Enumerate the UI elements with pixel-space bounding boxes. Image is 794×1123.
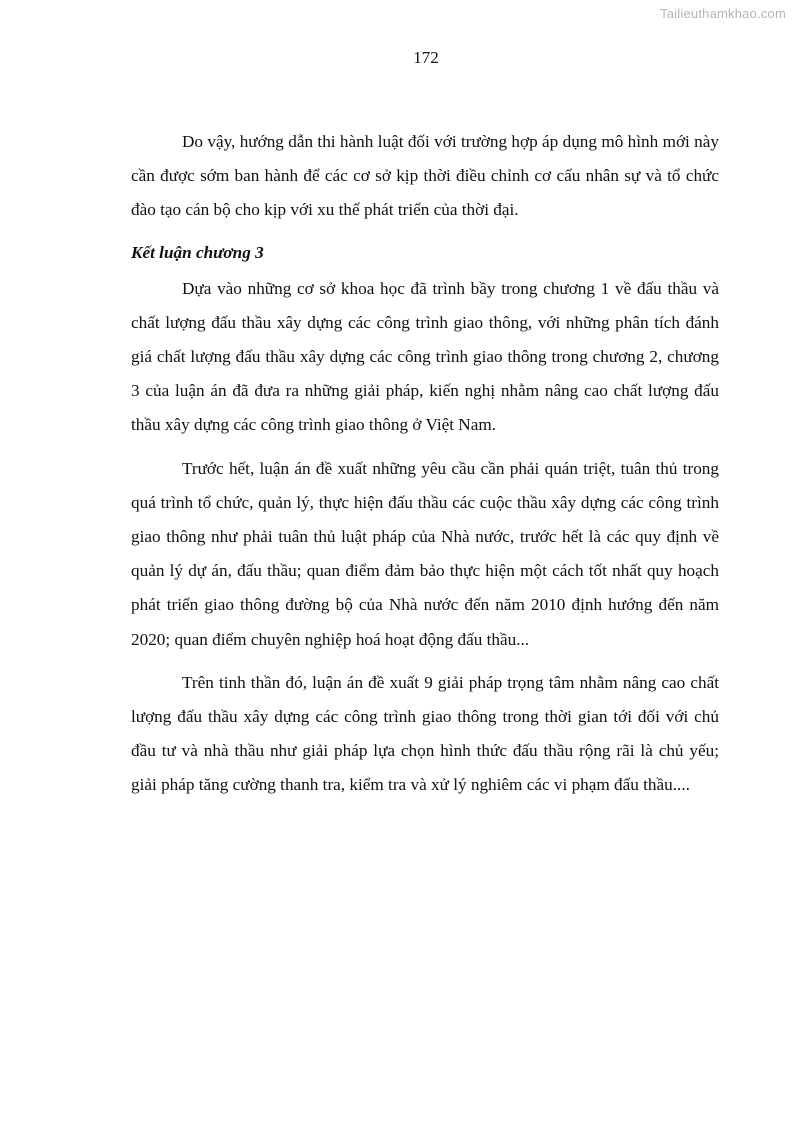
page-number: 172	[413, 48, 439, 67]
watermark-text: Tailieuthamkhao.com	[660, 6, 786, 21]
paragraph-intro: Do vậy, hướng dẫn thi hành luật đối với trường hợp áp dụng mô hình mới này cần được sớm ban hành để các cơ sở kịp thời điều chỉnh cơ cấu nhân sự và tổ chức đào tạo cán bộ cho kịp với xu thế phát triển của thời đại.	[131, 132, 719, 220]
section-heading: Kết luận chương 3	[131, 242, 264, 262]
paragraph-summary: Dựa vào những cơ sở khoa học đã trình bầy trong chương 1 về đấu thầu và chất lượng đấu thầu xây dựng các công trình giao thông, với những phân tích đánh giá chất lượng đấu thầu xây dựng các công trình giao thông trong chương 2, chương 3 của luận án đã đưa ra những giải pháp, kiến nghị nhằm nâng cao chất lượng đấu thầu xây dựng các công trình giao thông ở Việt Nam.	[131, 278, 719, 435]
paragraph-requirements: Trước hết, luận án đề xuất những yêu cầu cần phải quán triệt, tuân thủ trong quá trình tổ chức, quản lý, thực hiện đấu thầu các cuộc thầu xây dựng các công trình giao thông như phải tuân thủ luật pháp của Nhà nước, trước hết là các quy định về quản lý dự án, đấu thầu; quan điểm đảm bảo thực hiện một cách tốt nhất quy hoạch phát triển giao thông đường bộ của Nhà nước đến năm 2010 định hướng đến năm 2020; quan điểm chuyên nghiệp hoá hoạt động đấu thầu...	[131, 458, 719, 649]
document-body	[131, 125, 719, 803]
paragraph-solutions: Trên tinh thần đó, luận án đề xuất 9 giải pháp trọng tâm nhằm nâng cao chất lượng đấu thầu xây dựng các công trình giao thông trong thời gian tới đối với chủ đầu tư và nhà thầu như giải pháp lựa chọn hình thức đấu thầu rộng rãi là chủ yếu; giải pháp tăng cường thanh tra, kiểm tra và xử lý nghiêm các vi phạm đấu thầu....	[131, 672, 719, 795]
